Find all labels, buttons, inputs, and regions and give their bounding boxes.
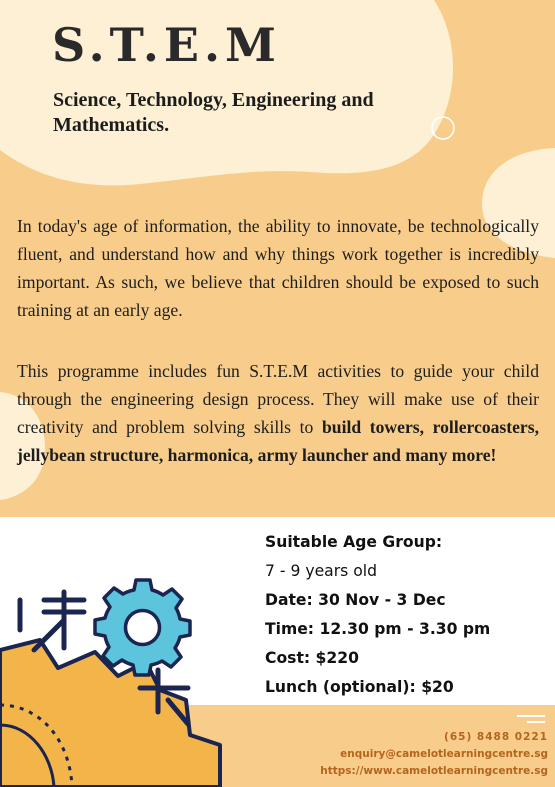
programme-paragraph (17, 357, 539, 469)
page-subtitle: Science, Technology, Engineering and Mathematics. (53, 89, 374, 136)
programme-highlight: build towers, rollercoasters, jellybean structure, harmonica, army launcher and many more! (17, 417, 539, 465)
date-line: Date: 30 Nov - 3 Dec (265, 591, 446, 609)
programme-text: This programme includes fun S.T.E.M activities to guide your child through the engineering design process. They will make use of their creativity and problem solving skills to (17, 361, 539, 437)
details-block (265, 528, 490, 702)
contact-website[interactable]: https://www.camelotlearningcentre.sg (320, 765, 548, 777)
cost-line: Cost: $220 (265, 649, 359, 667)
contact-phone[interactable]: (65) 8488 0221 (444, 731, 548, 743)
page-title: S.T.E.M (52, 18, 281, 72)
intro-paragraph: In today's age of information, the ability to innovate, be technologically fluent, and understand how and why things work together is incredibly important. As such, we believe that children should be exposed to such training at an early age. (17, 216, 539, 320)
contact-block (320, 729, 548, 780)
age-group-label: Suitable Age Group: (265, 533, 443, 551)
contact-email[interactable]: enquiry@camelotlearningcentre.sg (340, 748, 548, 760)
lunch-line: Lunch (optional): $20 (265, 678, 454, 696)
gear-icon (95, 580, 190, 675)
age-group-value: 7 - 9 years old (265, 562, 377, 580)
time-line: Time: 12.30 pm - 3.30 pm (265, 620, 491, 638)
